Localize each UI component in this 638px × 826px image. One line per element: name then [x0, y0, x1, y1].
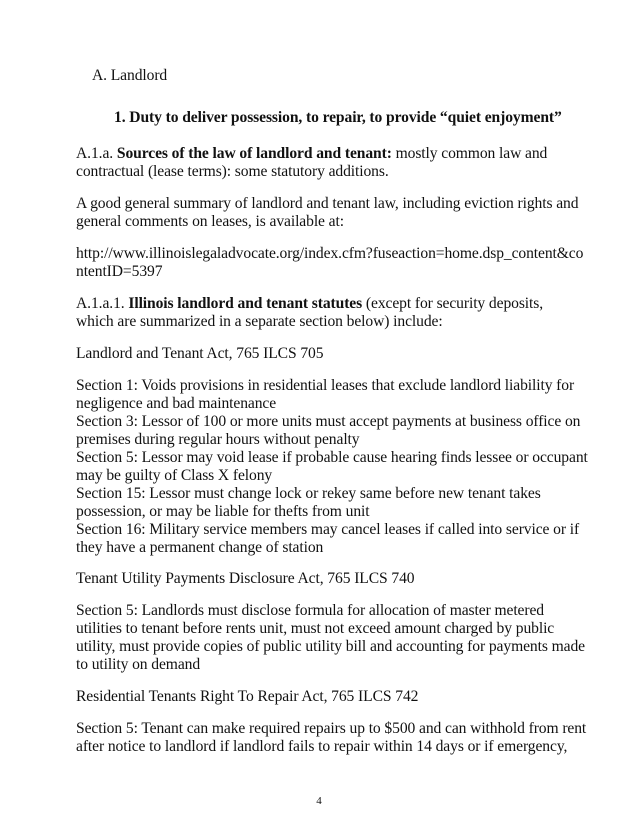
act1-line: negligence and bad maintenance — [76, 395, 277, 412]
paragraph-statutes-line-2: which are summarized in a separate section below) include: — [76, 313, 443, 330]
act1-line: Section 3: Lessor of 100 or more units must accept payments at business office on — [76, 413, 581, 430]
act1-line: possession, or may be liable for thefts from unit — [76, 503, 370, 520]
bold-sources-of-law: Sources of the law of landlord and tenant: — [116, 145, 392, 162]
act-title-right-to-repair: Residential Tenants Right To Repair Act, 765 ILCS 742 — [76, 688, 419, 705]
act1-line: Section 15: Lessor must change lock or rekey same before new tenant takes — [76, 485, 541, 502]
paragraph-statutes-line-1 — [76, 295, 543, 313]
page-number: 4 — [316, 795, 322, 807]
ref-a1a: A.1.a. — [76, 145, 117, 162]
act3-line: Section 5: Tenant can make required repairs up to $500 and can withhold from rent — [76, 720, 587, 737]
act1-line: they have a permanent change of station — [76, 539, 324, 556]
statutes-rest: (except for security deposits, — [362, 295, 544, 312]
act1-line: may be guilty of Class X felony — [76, 467, 273, 484]
paragraph-sources-line-1 — [76, 145, 547, 163]
subsection-heading-duty: 1. Duty to deliver possession, to repair, to provide “quiet enjoyment” — [114, 109, 562, 126]
act1-line: Section 16: Military service members may cancel leases if called into service or if — [76, 521, 580, 538]
sources-rest: mostly common law and — [391, 145, 548, 162]
url-line-2: ntentID=5397 — [76, 263, 163, 280]
paragraph-summary-line-2: general comments on leases, is available at: — [76, 213, 344, 230]
url-line-1: http://www.illinoislegaladvocate.org/index.cfm?fuseaction=home.dsp_content&co — [76, 245, 584, 262]
act2-line: utility, must provide copies of public utility bill and accounting for payments made — [76, 638, 585, 655]
bold-illinois-statutes: Illinois landlord and tenant statutes — [128, 295, 363, 312]
act2-line: to utility on demand — [76, 656, 201, 673]
act1-line: Section 5: Lessor may void lease if probable cause hearing finds lessee or occupant — [76, 449, 588, 466]
act-title-landlord-tenant: Landlord and Tenant Act, 765 ILCS 705 — [76, 345, 324, 362]
act2-line: Section 5: Landlords must disclose formula for allocation of master metered — [76, 602, 544, 619]
act2-line: utilities to tenant before rents unit, must not exceed amount charged by public — [76, 620, 555, 637]
act1-line: premises during regular hours without penalty — [76, 431, 360, 448]
ref-a1a1: A.1.a.1. — [76, 295, 129, 312]
paragraph-summary-line-1: A good general summary of landlord and tenant law, including eviction rights and — [76, 195, 579, 212]
act1-line: Section 1: Voids provisions in residential leases that exclude landlord liability for — [76, 377, 575, 394]
act-title-utility-disclosure: Tenant Utility Payments Disclosure Act, 765 ILCS 740 — [76, 570, 415, 587]
section-heading-landlord: A. Landlord — [92, 67, 168, 84]
paragraph-sources-line-2: contractual (lease terms): some statutory additions. — [76, 163, 389, 180]
act3-line: after notice to landlord if landlord fails to repair within 14 days or if emergency, — [76, 738, 568, 755]
